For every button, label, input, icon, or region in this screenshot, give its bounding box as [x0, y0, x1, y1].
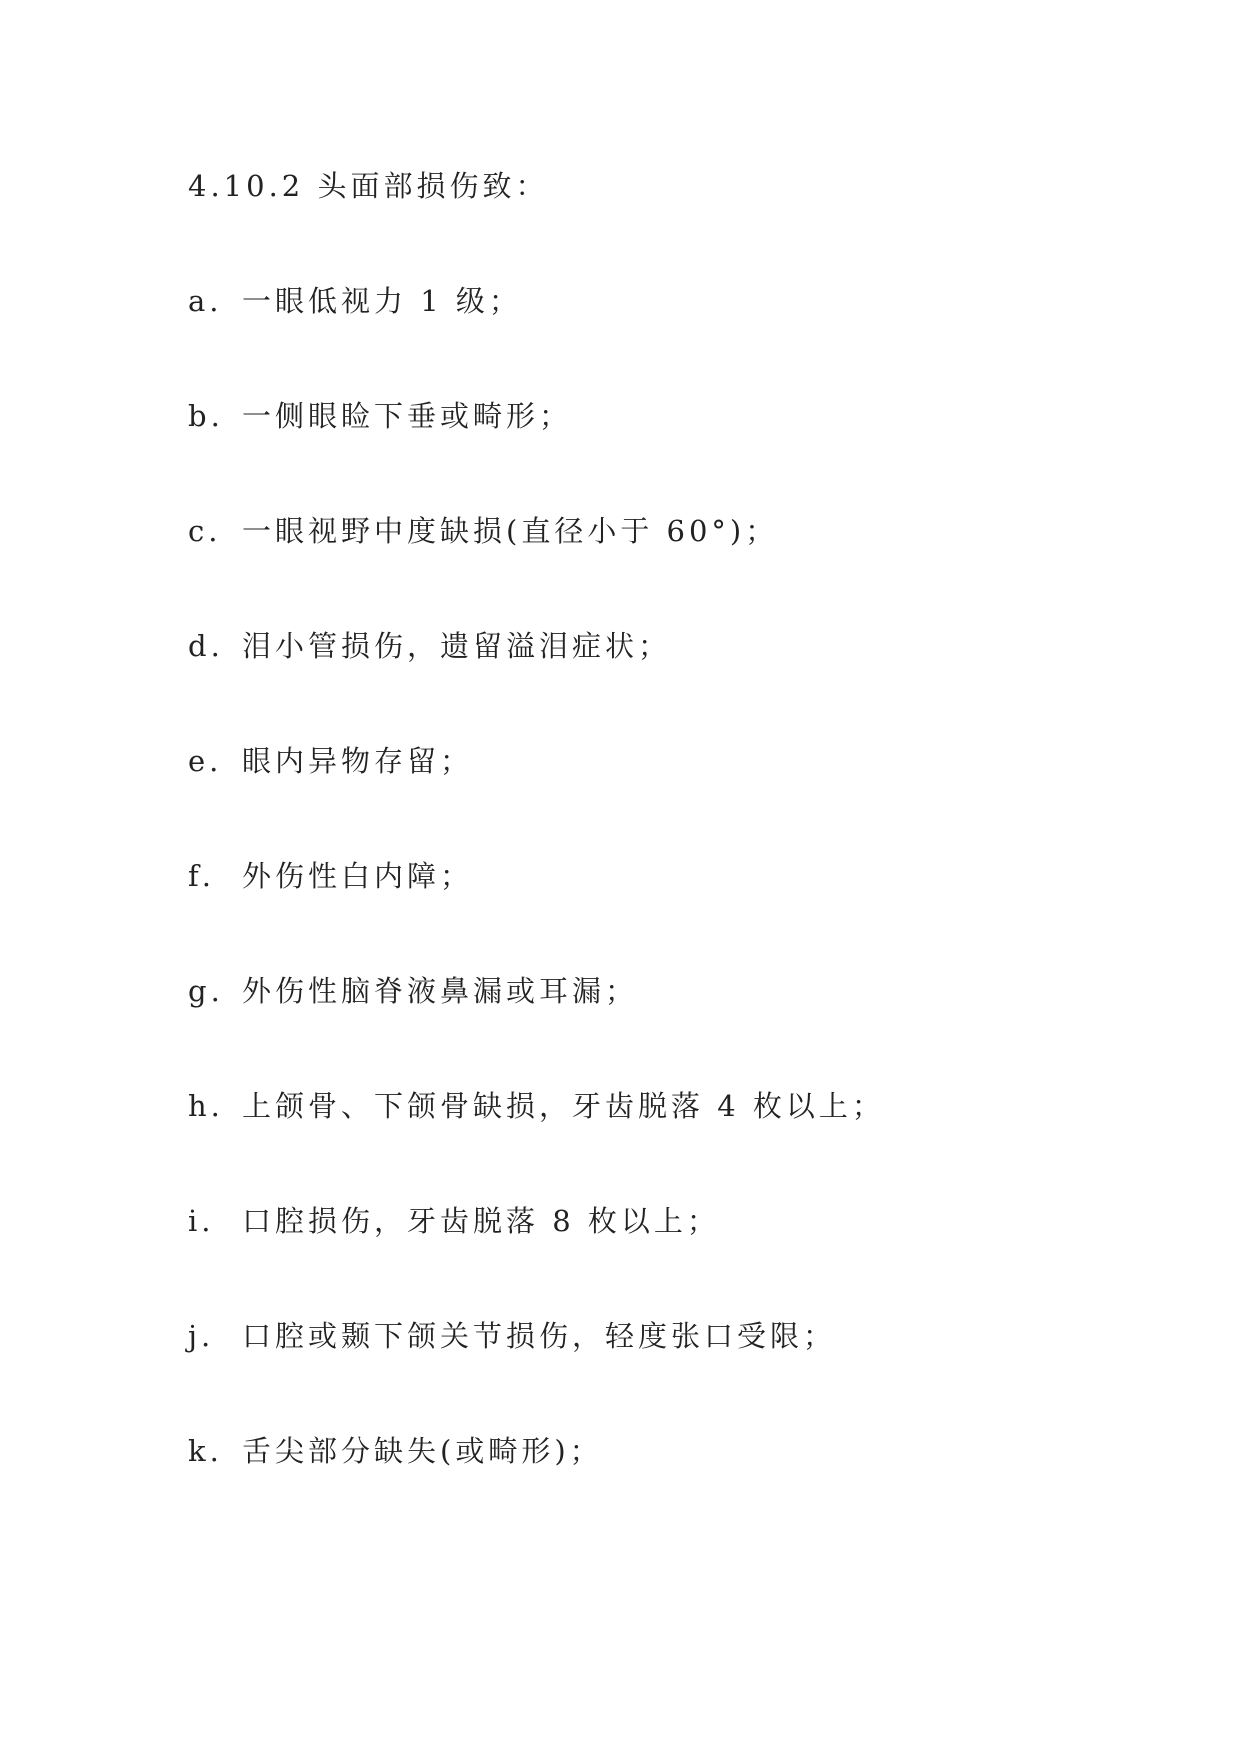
list-item-marker: a. — [188, 284, 223, 318]
list-item-marker: i. — [188, 1204, 215, 1238]
list-item — [188, 283, 522, 319]
list-item — [188, 1318, 836, 1354]
list-item-marker: k. — [188, 1434, 223, 1468]
list-item — [188, 858, 473, 894]
list-item-marker: g. — [188, 974, 224, 1008]
list-item-text: 口腔损伤，牙齿脱落 8 枚以上； — [242, 1204, 720, 1238]
list-item — [188, 1088, 885, 1124]
list-item-text: 眼内异物存留； — [242, 744, 474, 778]
list-item — [188, 628, 671, 664]
list-item-text: 口腔或颞下颌关节损伤，轻度张口受限； — [242, 1319, 837, 1353]
list-item-marker: c. — [188, 514, 222, 548]
list-item-text: 一侧眼睑下垂或畸形； — [242, 399, 573, 433]
list-item-marker: h. — [188, 1089, 224, 1123]
list-item — [188, 513, 778, 549]
list-item-text: 泪小管损伤，遗留溢泪症状； — [242, 629, 672, 663]
list-item-text: 一眼视野中度缺损(直径小于 60°)； — [242, 514, 779, 548]
list-item-marker: f. — [188, 859, 215, 893]
list-item — [188, 973, 638, 1009]
list-item — [188, 398, 572, 434]
list-item-text: 外伤性白内障； — [242, 859, 474, 893]
list-item-marker: j. — [188, 1319, 215, 1353]
list-item-marker: b. — [188, 399, 224, 433]
section-heading: 4.10.2 头面部损伤致： — [188, 169, 549, 203]
list-item-marker: d. — [188, 629, 224, 663]
list-item-text: 舌尖部分缺失(或畸形)； — [242, 1434, 603, 1468]
list-item-text: 一眼低视力 1 级； — [242, 284, 522, 318]
list-item-text: 外伤性脑脊液鼻漏或耳漏； — [242, 974, 639, 1008]
list-item — [188, 1433, 603, 1469]
list-item-marker: e. — [188, 744, 223, 778]
list-item — [188, 743, 473, 779]
list-item — [188, 1203, 720, 1239]
list-item-text: 上颌骨、下颌骨缺损，牙齿脱落 4 枚以上； — [242, 1089, 885, 1123]
